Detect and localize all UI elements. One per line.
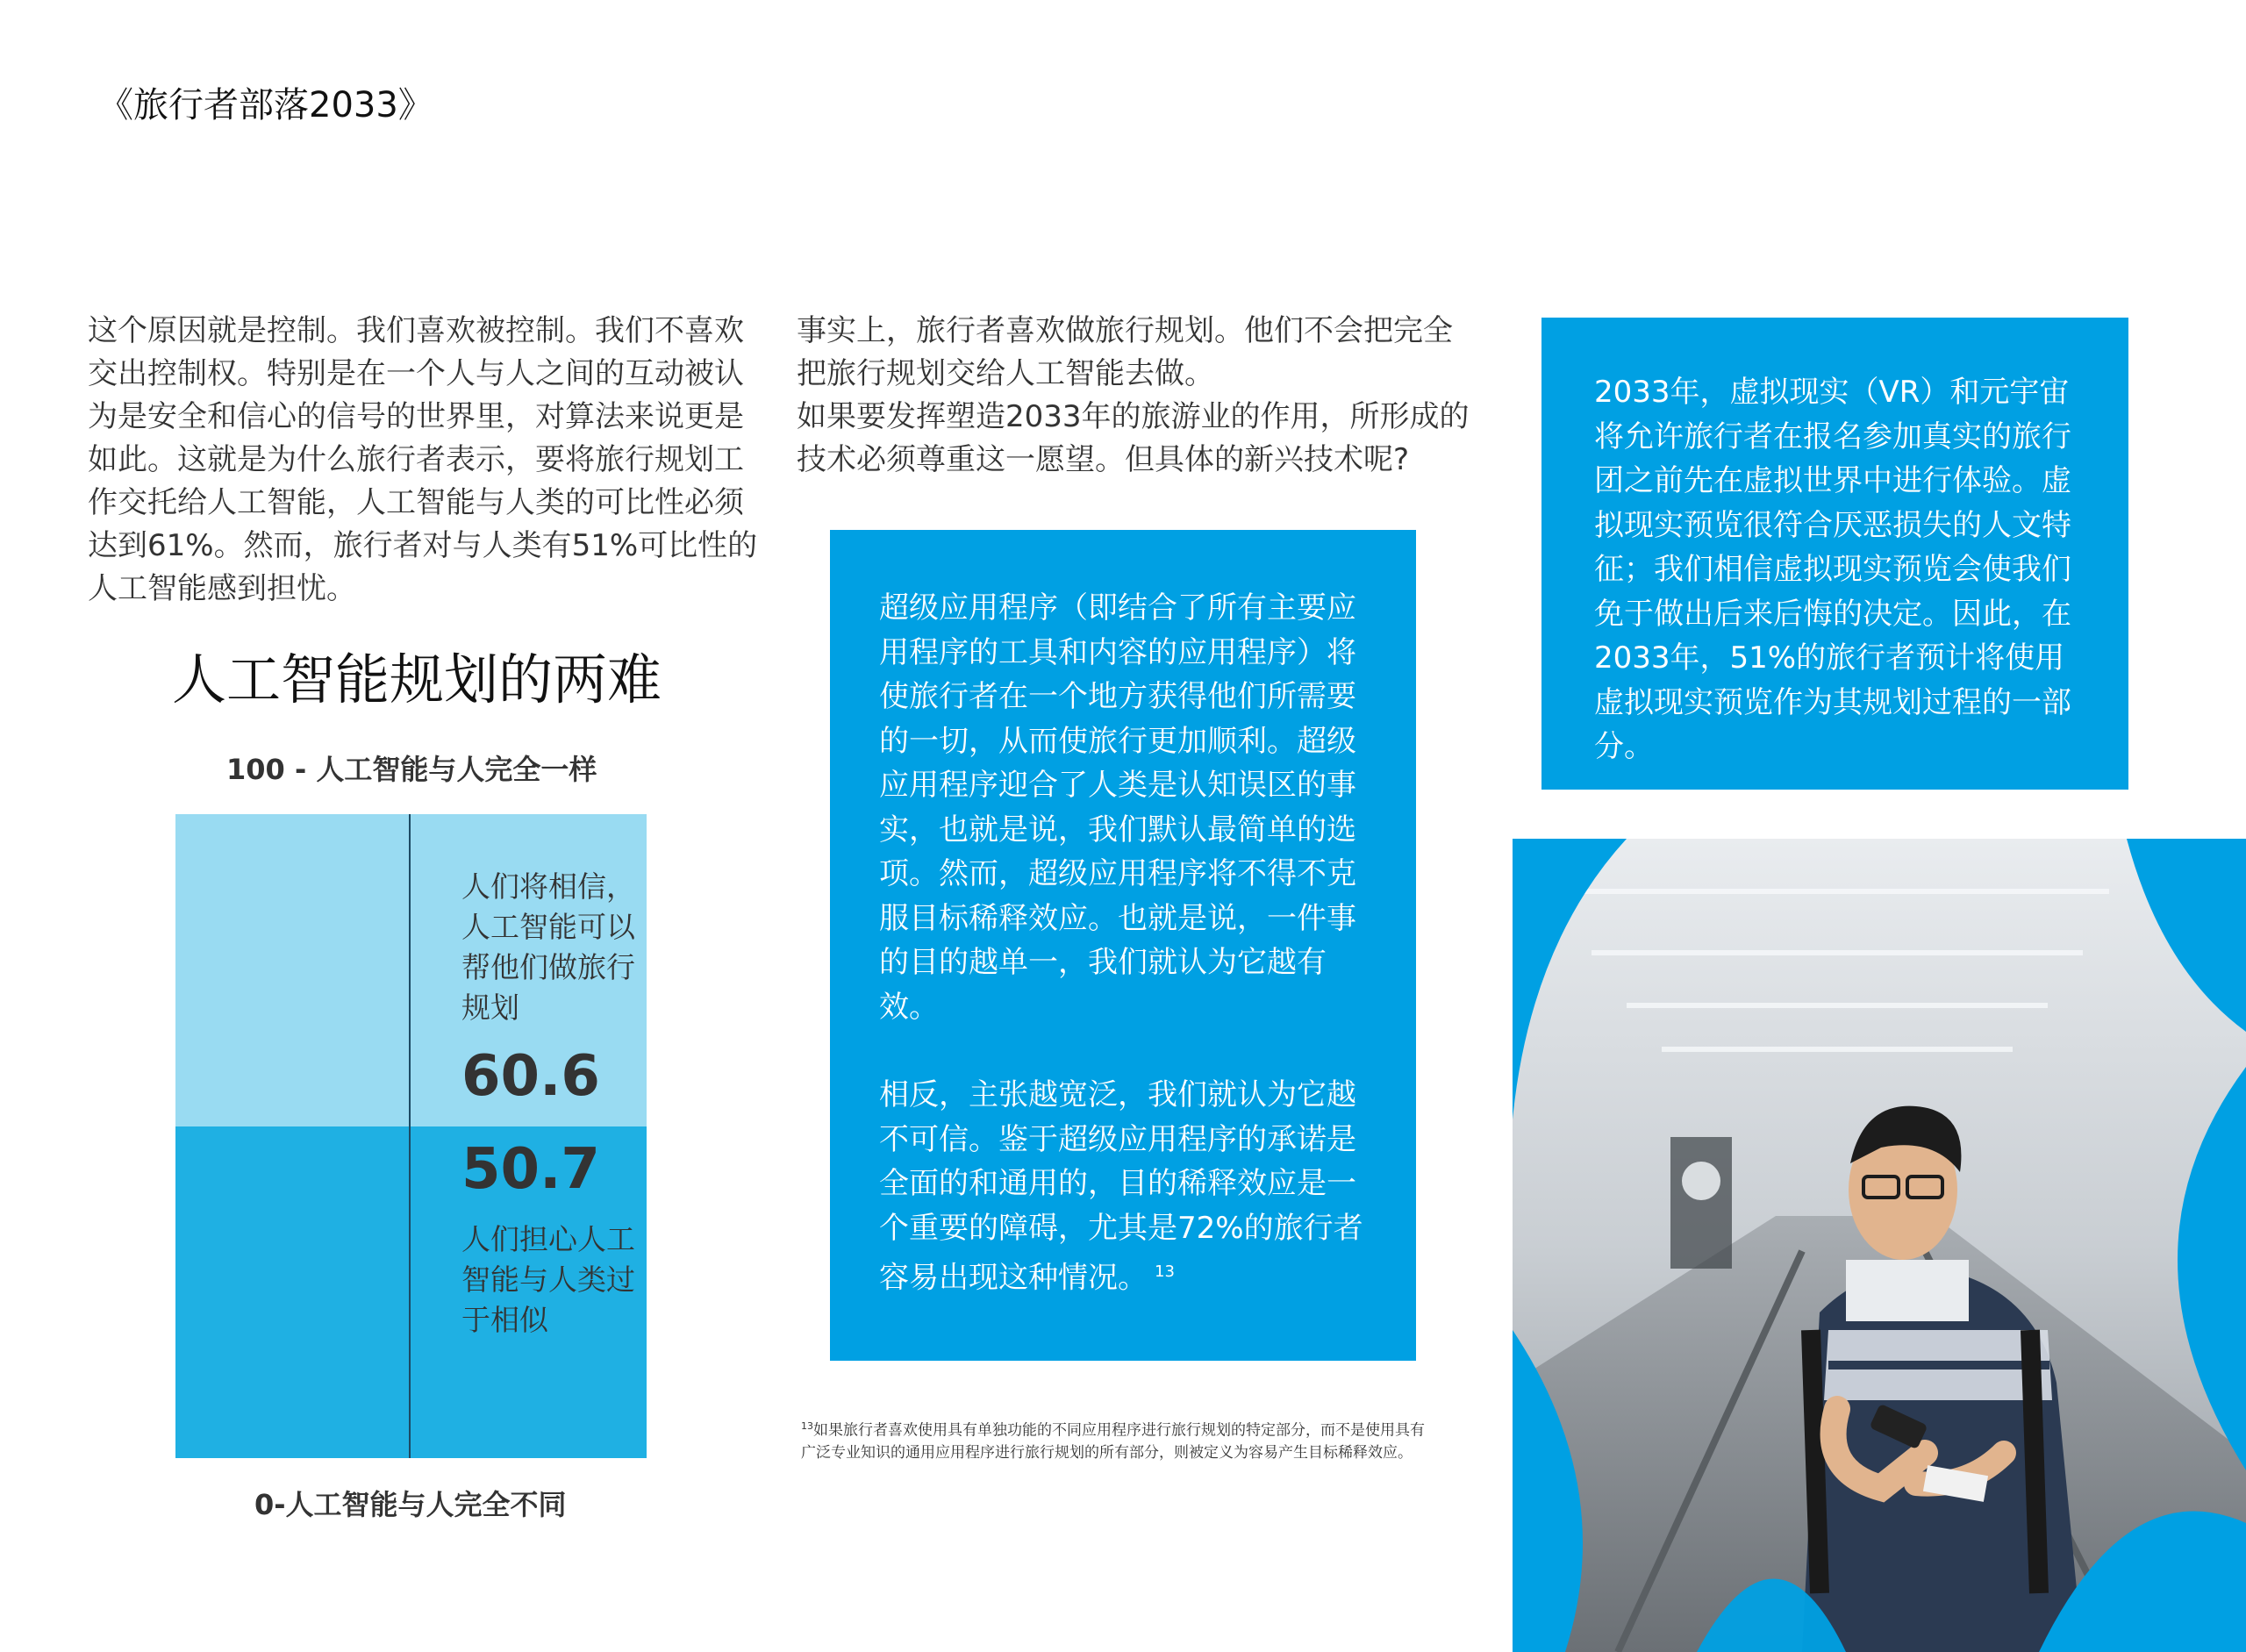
body-paragraph: 事实上，旅行者喜欢做旅行规划。他们不会把完全把旅行规划交给人工智能去做。 (797, 313, 1453, 391)
chart-lower-value: 50.7 (461, 1137, 600, 1202)
body-column-left (88, 310, 763, 611)
page-title: 《旅行者部落2033》 (98, 85, 433, 125)
vr-callout (1541, 318, 2128, 790)
chart-title: 人工智能规划的两难 (172, 647, 662, 712)
chart-lower-description: 人们担心人工智能与人类过于相似 (461, 1222, 635, 1337)
callout-paragraph: 2033年，虚拟现实（VR）和元宇宙将允许旅行者在报名参加真实的旅行团之前先在虚拟世界中进行体验。虚拟现实预览很符合厌恶损失的人文特征；我们相信虚拟现实预览会使我们免于做出后来后悔的决定。因此，在2033年，51%的旅行者预计将使用虚拟现实预览作为其规划过程的一部分。 (1594, 375, 2071, 764)
chart-upper-value: 60.6 (461, 1044, 600, 1109)
footnote-number: 13 (801, 1420, 813, 1432)
footnote-text: 如果旅行者喜欢使用具有单独功能的不同应用程序进行旅行规划的特定部分，而不是使用具有广泛专业知识的通用应用程序进行旅行规划的所有部分，则被定义为容易产生目标稀释效应。 (801, 1421, 1425, 1462)
callout-paragraph: 超级应用程序（即结合了所有主要应用程序的工具和内容的应用程序）将使旅行者在一个地方获得他们所需要的一切，从而使旅行更加顺利。超级应用程序迎合了人类是认知误区的事实，也就是说，我们默认最简单的选项。然而，超级应用程序将不得不克服目标稀释效应。也就是说，一件事的目的越单一，我们就认为它越有效。 (879, 590, 1356, 1025)
body-paragraph: 如果要发挥塑造2033年的旅游业的作用，所形成的技术必须尊重这一愿望。但具体的新兴技术呢? (797, 399, 1470, 477)
chart-upper-description: 人们将相信，人工智能可以帮他们做旅行规划 (461, 869, 635, 1025)
chart-axis-bottom-label: 0-人工智能与人完全不同 (254, 1488, 567, 1521)
chart-panel (175, 814, 647, 1458)
chart-divider-line (409, 814, 411, 1458)
footnote-reference: 13 (1155, 1262, 1175, 1281)
super-app-callout (830, 530, 1416, 1361)
traveler-photo (1513, 839, 2246, 1652)
callout-text: 相反，主张越宽泛，我们就认为它越不可信。鉴于超级应用程序的承诺是全面的和通用的，目的稀释效应是一个重要的障碍，尤其是72%的旅行者容易出现这种情况。 (879, 1077, 1363, 1296)
callout-paragraph (879, 1073, 1370, 1300)
body-paragraph: 这个原因就是控制。我们喜欢被控制。我们不喜欢交出控制权。特别是在一个人与人之间的互动被认为是安全和信心的信号的世界里，对算法来说更是如此。这就是为什么旅行者表示，要将旅行规划工作交托给人工智能，人工智能与人类的可比性必须达到61%。然而，旅行者对与人类有51%可比性的人工智能感到担忧。 (88, 313, 758, 606)
footnote (801, 1415, 1433, 1464)
chart-axis-top-label: 100 - 人工智能与人完全一样 (226, 753, 597, 786)
body-column-middle (797, 310, 1472, 482)
